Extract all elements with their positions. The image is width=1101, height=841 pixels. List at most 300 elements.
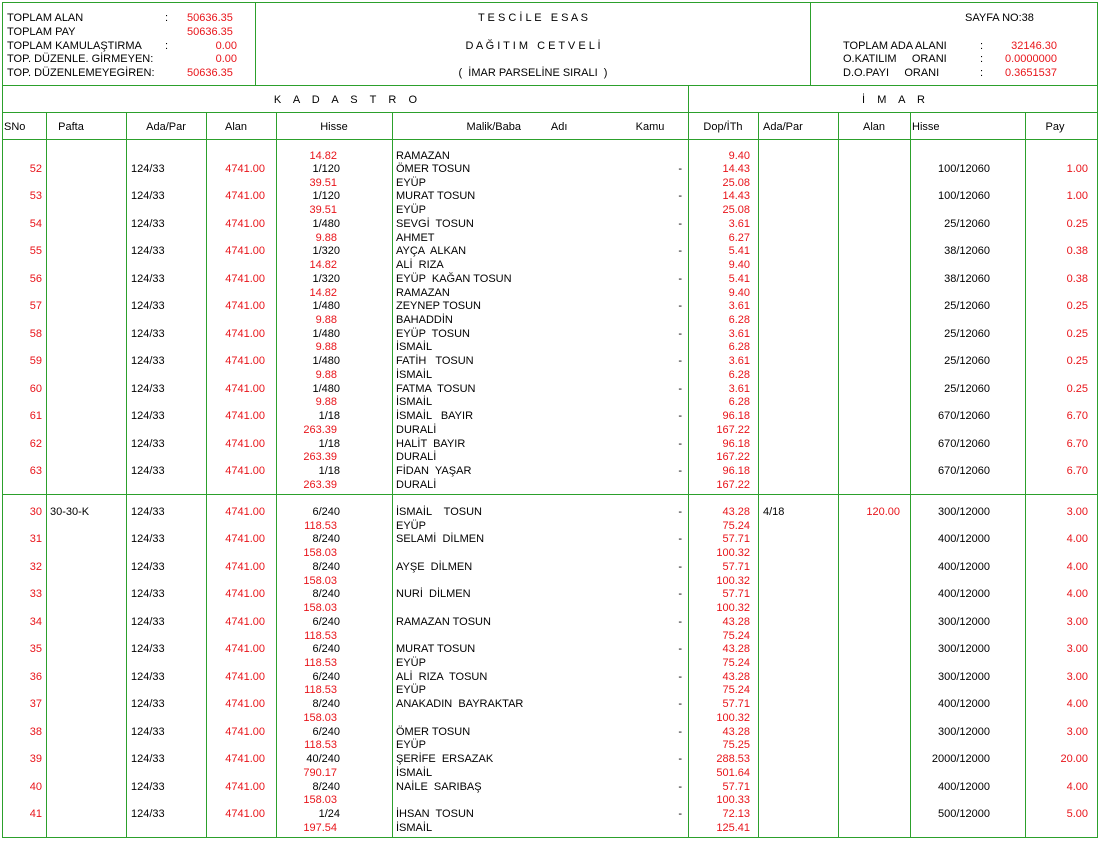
total-value: 50636.35: [187, 12, 233, 24]
summary-label: O.KATILIM ORANI: [843, 53, 947, 65]
cell-father-name: ALİ RIZA: [396, 259, 444, 272]
cell-owner-name: FATMA TOSUN: [396, 382, 476, 395]
cell-imar-hisse: 400/12000: [938, 588, 990, 601]
cell-hisse-area: 39.51: [309, 176, 337, 189]
cell-alan: 4741.00: [225, 190, 265, 203]
cell-adapar: 124/33: [131, 533, 165, 546]
cell-pay: 4.00: [1066, 698, 1088, 711]
cell-hisse: 1/120: [312, 163, 340, 175]
cell-hisse-area: 9.88: [315, 396, 337, 409]
cell-pay: 0.25: [1066, 217, 1088, 230]
cell-pay: 0.25: [1066, 300, 1088, 313]
cell-hisse: 1/480: [312, 327, 340, 340]
cell-pay: 6.70: [1066, 410, 1088, 423]
cell-adapar: 124/33: [131, 410, 165, 423]
col-header-imar-alan: Alan: [862, 121, 886, 133]
summary-sep: :: [980, 67, 984, 79]
cell-dop: 3.61: [728, 355, 750, 368]
total-value: 50636.35: [187, 67, 233, 79]
cell-alan: 4741.00: [225, 272, 265, 285]
cell-hisse: 6/240: [312, 615, 340, 628]
lead-hisse: 14.82: [309, 150, 337, 162]
lead-dop: 9.40: [728, 150, 750, 162]
cell-kamu: -: [678, 437, 682, 450]
cell-owner-name: MURAT TOSUN: [396, 643, 476, 656]
cell-imar-hisse: 300/12000: [938, 670, 990, 683]
cell-owner-name: NURİ DİLMEN: [396, 588, 471, 601]
summary-sep: :: [980, 53, 984, 65]
cell-pay: 4.00: [1066, 780, 1088, 793]
table-row: [0, 218, 1101, 246]
cell-alan: 4741.00: [225, 670, 265, 683]
cell-imar-hisse: 300/12000: [938, 615, 990, 628]
cell-owner-name: MURAT TOSUN: [396, 190, 476, 203]
cell-sno: 31: [29, 533, 42, 546]
cell-owner-name: ÖMER TOSUN: [396, 725, 471, 738]
cell-adapar: 124/33: [131, 300, 165, 313]
summary-value: 0.0000000: [1005, 53, 1057, 65]
summary-value: 0.3651537: [1005, 67, 1057, 79]
cell-pay: 6.70: [1066, 437, 1088, 450]
cell-alan: 4741.00: [225, 643, 265, 656]
cell-kamu: -: [678, 533, 682, 546]
cell-hisse-area: 14.82: [309, 286, 337, 299]
total-value: 0.00: [215, 40, 237, 52]
col-header-imar-adapar: Ada/Par: [763, 121, 803, 133]
cell-kamu: -: [678, 807, 682, 820]
table-row: [0, 300, 1101, 328]
cell-dop-area: 6.28: [728, 314, 750, 326]
cell-pay: 1.00: [1066, 190, 1088, 203]
cell-sno: 62: [29, 437, 42, 450]
cell-hisse-area: 118.53: [304, 684, 337, 697]
cell-hisse-area: 263.39: [303, 451, 337, 464]
summary-sep: :: [980, 40, 984, 52]
cell-hisse: 40/240: [306, 753, 340, 766]
header-bottom-line: [2, 85, 1098, 86]
cell-hisse-area: 9.88: [315, 314, 337, 326]
cell-hisse-area: 118.53: [304, 519, 337, 532]
cell-sno: 61: [29, 410, 42, 423]
section-kadastro: K A D A S T R O: [273, 94, 418, 106]
cell-hisse-area: 14.82: [309, 259, 337, 272]
cell-dop: 43.28: [722, 506, 750, 518]
cell-pay: 4.00: [1066, 560, 1088, 573]
cell-pay: 3.00: [1066, 725, 1088, 738]
cell-dop-area: 125.41: [716, 821, 750, 834]
cell-kamu: -: [678, 780, 682, 793]
col-header-pay: Pay: [1045, 121, 1065, 133]
col-header-imar-hisse: Hisse: [912, 121, 940, 133]
cell-dop-area: 25.08: [722, 176, 750, 189]
cell-hisse: 1/320: [312, 245, 340, 258]
cell-hisse: 1/18: [318, 437, 340, 450]
cell-imar-hisse: 38/12060: [944, 272, 990, 285]
cell-sno: 59: [29, 355, 42, 368]
cell-pay: 3.00: [1066, 670, 1088, 683]
table-row: [0, 383, 1101, 411]
cell-alan: 4741.00: [225, 382, 265, 395]
cell-dop-area: 6.28: [728, 341, 750, 354]
table-row: [0, 808, 1101, 836]
cell-dop: 57.71: [722, 588, 750, 601]
cell-father-name: EYÜP: [396, 204, 426, 217]
cell-hisse-area: 158.03: [303, 711, 337, 724]
summary-label: D.O.PAYI ORANI: [843, 67, 940, 79]
cell-pay: 0.25: [1066, 382, 1088, 395]
cell-kamu: -: [678, 217, 682, 230]
cell-owner-name: FATİH TOSUN: [396, 355, 474, 368]
cell-imar-hisse: 300/12000: [938, 725, 990, 738]
table-row: [0, 561, 1101, 589]
cell-father-name: RAMAZAN: [396, 286, 450, 299]
cell-sno: 60: [29, 382, 42, 395]
cell-hisse: 6/240: [312, 643, 340, 656]
cell-hisse: 8/240: [312, 698, 340, 711]
cell-sno: 39: [29, 753, 42, 766]
cell-kamu: -: [678, 272, 682, 285]
total-sep: :: [165, 12, 169, 24]
cell-owner-name: HALİT BAYIR: [396, 437, 466, 450]
cell-hisse: 1/120: [312, 190, 340, 203]
cell-kamu: -: [678, 725, 682, 738]
cell-imar-hisse: 2000/12000: [931, 753, 990, 766]
cell-dop-area: 75.24: [722, 519, 750, 532]
cell-dop: 5.41: [728, 272, 750, 285]
cell-father-name: EYÜP: [396, 684, 426, 697]
cell-sno: 41: [29, 807, 42, 820]
cell-imar-hisse: 25/12060: [944, 382, 990, 395]
cell-alan: 4741.00: [225, 698, 265, 711]
cell-sno: 56: [29, 272, 42, 285]
cell-pay: 6.70: [1066, 464, 1088, 477]
cell-sno: 37: [29, 698, 42, 711]
cell-dop-area: 501.64: [716, 766, 750, 779]
cell-adapar: 124/33: [131, 327, 165, 340]
cell-imar-hisse: 400/12000: [938, 560, 990, 573]
total-label: TOPLAM KAMULAŞTIRMA: [7, 40, 142, 52]
cell-father-name: DURALİ: [396, 451, 437, 464]
cell-hisse: 8/240: [312, 533, 340, 546]
cell-kamu: -: [678, 615, 682, 628]
cell-adapar: 124/33: [131, 780, 165, 793]
cell-alan: 4741.00: [225, 464, 265, 477]
cell-father-name: DURALİ: [396, 478, 437, 491]
cell-imar-hisse: 500/12000: [938, 807, 990, 820]
cell-father-name: İSMAİL: [396, 766, 433, 779]
table-row: [0, 781, 1101, 809]
cell-pay: 0.25: [1066, 327, 1088, 340]
cell-dop-area: 75.24: [722, 684, 750, 697]
cell-adapar: 124/33: [131, 588, 165, 601]
cell-sno: 40: [29, 780, 42, 793]
cell-imar-hisse: 25/12060: [944, 327, 990, 340]
cell-hisse-area: 118.53: [304, 657, 337, 669]
cell-hisse: 8/240: [312, 780, 340, 793]
cell-owner-name: AYÇA ALKAN: [396, 245, 467, 258]
cell-dop-area: 100.32: [716, 574, 750, 587]
cell-pay: 3.00: [1066, 643, 1088, 656]
table-row: [0, 533, 1101, 561]
cell-kamu: -: [678, 588, 682, 601]
cell-dop-area: 75.24: [722, 657, 750, 669]
cell-hisse: 1/480: [312, 382, 340, 395]
table-row: [0, 328, 1101, 356]
cell-sno: 35: [29, 643, 42, 656]
table-row: [0, 245, 1101, 273]
cell-hisse-area: 158.03: [303, 574, 337, 587]
summary-value: 32146.30: [1011, 40, 1057, 52]
cell-hisse-area: 158.03: [303, 794, 337, 807]
group-separator-line: [2, 494, 1098, 495]
cell-alan: 4741.00: [225, 245, 265, 258]
cell-kamu: -: [678, 382, 682, 395]
cell-adapar: 124/33: [131, 807, 165, 820]
col-header-malik: Malik/Baba Adı: [466, 121, 568, 133]
cell-adapar: 124/33: [131, 560, 165, 573]
table-row: [0, 643, 1101, 671]
cell-adapar: 124/33: [131, 190, 165, 203]
cell-hisse-area: 158.03: [303, 602, 337, 615]
cell-hisse: 6/240: [312, 506, 340, 518]
cell-adapar: 124/33: [131, 615, 165, 628]
cell-hisse-area: 118.53: [304, 629, 337, 642]
cell-father-name: İSMAİL: [396, 821, 433, 834]
cell-dop: 3.61: [728, 217, 750, 230]
table-row: [0, 410, 1101, 438]
section-bottom-line: [2, 112, 1098, 113]
cell-imar-hisse: 100/12060: [938, 190, 990, 203]
cell-sno: 54: [29, 217, 42, 230]
cell-pay: 0.38: [1066, 272, 1088, 285]
cell-imar-hisse: 670/12060: [938, 410, 990, 423]
cell-hisse-area: 9.88: [315, 368, 337, 381]
cell-owner-name: FİDAN YAŞAR: [396, 464, 472, 477]
cell-owner-name: İSMAİL BAYIR: [396, 410, 474, 423]
cell-kamu: -: [678, 355, 682, 368]
cell-hisse-area: 118.53: [304, 739, 337, 752]
cell-alan: 4741.00: [225, 533, 265, 546]
cell-imar-hisse: 300/12000: [938, 643, 990, 656]
cell-adapar: 124/33: [131, 355, 165, 368]
cell-hisse-area: 39.51: [309, 204, 337, 217]
cell-sno: 58: [29, 327, 42, 340]
cell-owner-name: İHSAN TOSUN: [396, 807, 474, 820]
col-header-adapar: Ada/Par: [146, 121, 186, 133]
cell-dop-area: 100.32: [716, 711, 750, 724]
cell-kamu: -: [678, 163, 682, 175]
column-header-bottom-line: [2, 139, 1098, 140]
cell-kamu: -: [678, 410, 682, 423]
cell-sno: 34: [29, 615, 42, 628]
total-label: TOPLAM PAY: [7, 26, 76, 38]
cell-pay: 4.00: [1066, 533, 1088, 546]
cell-adapar: 124/33: [131, 217, 165, 230]
total-label: TOPLAM ALAN: [7, 12, 84, 24]
total-value: 50636.35: [187, 26, 233, 38]
cell-imar-hisse: 100/12060: [938, 163, 990, 175]
doc-title-line3: ( İMAR PARSELİNE SIRALI ): [458, 67, 608, 79]
cell-owner-name: ŞERİFE ERSAZAK: [396, 753, 494, 766]
cell-hisse-area: 263.39: [303, 423, 337, 436]
cell-alan: 4741.00: [225, 163, 265, 175]
cell-imar-hisse: 400/12000: [938, 698, 990, 711]
cell-owner-name: RAMAZAN TOSUN: [396, 615, 491, 628]
cell-sno: 36: [29, 670, 42, 683]
cell-alan: 4741.00: [225, 355, 265, 368]
table-row: [0, 753, 1101, 781]
cell-hisse-area: 158.03: [303, 547, 337, 560]
cell-adapar: 124/33: [131, 382, 165, 395]
cell-hisse: 6/240: [312, 670, 340, 683]
cell-alan: 4741.00: [225, 753, 265, 766]
cell-sno: 32: [29, 560, 42, 573]
cell-owner-name: ALİ RIZA TOSUN: [396, 670, 488, 683]
cell-imar-hisse: 670/12060: [938, 464, 990, 477]
cell-sno: 53: [29, 190, 42, 203]
table-row: [0, 616, 1101, 644]
col-header-dop: Dop/İTh: [703, 121, 743, 133]
cell-father-name: İSMAİL: [396, 341, 433, 354]
cell-sno: 63: [29, 464, 42, 477]
cell-hisse-area: 197.54: [303, 821, 337, 834]
cell-pay: 0.38: [1066, 245, 1088, 258]
col-header-alan: Alan: [224, 121, 248, 133]
cell-father-name: EYÜP: [396, 176, 426, 189]
table-row: [0, 465, 1101, 493]
cell-father-name: BAHADDİN: [396, 314, 453, 326]
doc-title-line2: D A Ğ I T I M C E T V E L İ: [465, 40, 601, 52]
cell-dop: 14.43: [722, 190, 750, 203]
cell-adapar: 124/33: [131, 725, 165, 738]
table-row: [0, 163, 1101, 191]
cell-dop: 57.71: [722, 698, 750, 711]
header-divider-right: [810, 2, 811, 86]
cell-adapar: 124/33: [131, 437, 165, 450]
cell-imar-hisse: 25/12060: [944, 355, 990, 368]
cell-hisse: 1/480: [312, 217, 340, 230]
cell-father-name: İSMAİL: [396, 368, 433, 381]
cell-hisse: 8/240: [312, 588, 340, 601]
cell-dop-area: 25.08: [722, 204, 750, 217]
cell-sno: 30: [29, 506, 42, 518]
cell-dop: 57.71: [722, 780, 750, 793]
cell-father-name: EYÜP: [396, 657, 426, 669]
cell-owner-name: İSMAİL TOSUN: [396, 506, 482, 518]
cell-alan: 4741.00: [225, 437, 265, 450]
cell-imar-hisse: 38/12060: [944, 245, 990, 258]
cell-hisse-area: 790.17: [303, 766, 337, 779]
cell-alan: 4741.00: [225, 807, 265, 820]
table-row: [0, 438, 1101, 466]
cell-dop: 43.28: [722, 615, 750, 628]
cell-imar-alan: 120.00: [866, 506, 900, 518]
col-header-hisse: Hisse: [320, 121, 348, 133]
cell-kamu: -: [678, 506, 682, 518]
cell-adapar: 124/33: [131, 698, 165, 711]
cell-dop: 43.28: [722, 670, 750, 683]
cell-dop: 57.71: [722, 560, 750, 573]
cell-hisse-area: 9.88: [315, 231, 337, 244]
cell-pay: 0.25: [1066, 355, 1088, 368]
table-row: [0, 726, 1101, 754]
cell-dop-area: 6.27: [728, 231, 750, 244]
cell-kamu: -: [678, 245, 682, 258]
cell-dop-area: 6.28: [728, 396, 750, 409]
cell-sno: 55: [29, 245, 42, 258]
cell-dop-area: 9.40: [728, 286, 750, 299]
cell-dop-area: 167.22: [716, 423, 750, 436]
cell-hisse-area: 263.39: [303, 478, 337, 491]
cell-kamu: -: [678, 643, 682, 656]
cell-owner-name: ZEYNEP TOSUN: [396, 300, 481, 313]
cell-father-name: DURALİ: [396, 423, 437, 436]
cell-dop-area: 6.28: [728, 368, 750, 381]
cell-adapar: 124/33: [131, 464, 165, 477]
cell-sno: 33: [29, 588, 42, 601]
cell-adapar: 124/33: [131, 163, 165, 175]
cell-alan: 4741.00: [225, 300, 265, 313]
cell-imar-adapar: 4/18: [763, 506, 785, 518]
cell-dop-area: 167.22: [716, 478, 750, 491]
table-row: [0, 506, 1101, 534]
table-row: [0, 698, 1101, 726]
cell-dop-area: 75.25: [722, 739, 750, 752]
cell-owner-name: EYÜP TOSUN: [396, 327, 470, 340]
cell-owner-name: EYÜP KAĞAN TOSUN: [396, 272, 512, 285]
cell-pay: 1.00: [1066, 163, 1088, 175]
cell-adapar: 124/33: [131, 245, 165, 258]
cell-hisse: 8/240: [312, 560, 340, 573]
cell-father-name: EYÜP: [396, 519, 426, 532]
col-header-pafta: Pafta: [58, 121, 84, 133]
cell-hisse: 1/480: [312, 300, 340, 313]
table-row: [0, 671, 1101, 699]
cell-adapar: 124/33: [131, 643, 165, 656]
total-label: TOP. DÜZENLEMEYEGİREN:: [7, 67, 155, 79]
cell-dop: 43.28: [722, 725, 750, 738]
cell-imar-hisse: 670/12060: [938, 437, 990, 450]
cell-dop: 96.18: [722, 437, 750, 450]
cell-owner-name: SEVGİ TOSUN: [396, 217, 474, 230]
cell-father-name: EYÜP: [396, 739, 426, 752]
cell-adapar: 124/33: [131, 753, 165, 766]
total-label: TOP. DÜZENLE. GİRMEYEN:: [7, 53, 154, 65]
cell-pay: 5.00: [1066, 807, 1088, 820]
cell-alan: 4741.00: [225, 506, 265, 518]
cell-kamu: -: [678, 190, 682, 203]
summary-label: TOPLAM ADA ALANI: [843, 40, 947, 52]
cell-sno: 57: [29, 300, 42, 313]
cell-adapar: 124/33: [131, 506, 165, 518]
cell-dop: 72.13: [722, 807, 750, 820]
cell-dop-area: 100.33: [716, 794, 750, 807]
cell-dop: 43.28: [722, 643, 750, 656]
cell-father-name: İSMAİL: [396, 396, 433, 409]
table-row: [0, 273, 1101, 301]
cell-dop-area: 100.32: [716, 547, 750, 560]
table-row: [0, 355, 1101, 383]
cell-dop: 3.61: [728, 327, 750, 340]
cell-alan: 4741.00: [225, 410, 265, 423]
cell-owner-name: NAİLE SARIBAŞ: [396, 780, 482, 793]
cell-dop: 3.61: [728, 300, 750, 313]
cell-pay: 4.00: [1066, 588, 1088, 601]
cell-dop: 96.18: [722, 410, 750, 423]
cell-alan: 4741.00: [225, 588, 265, 601]
cell-owner-name: AYŞE DİLMEN: [396, 560, 473, 573]
cell-hisse: 1/320: [312, 272, 340, 285]
